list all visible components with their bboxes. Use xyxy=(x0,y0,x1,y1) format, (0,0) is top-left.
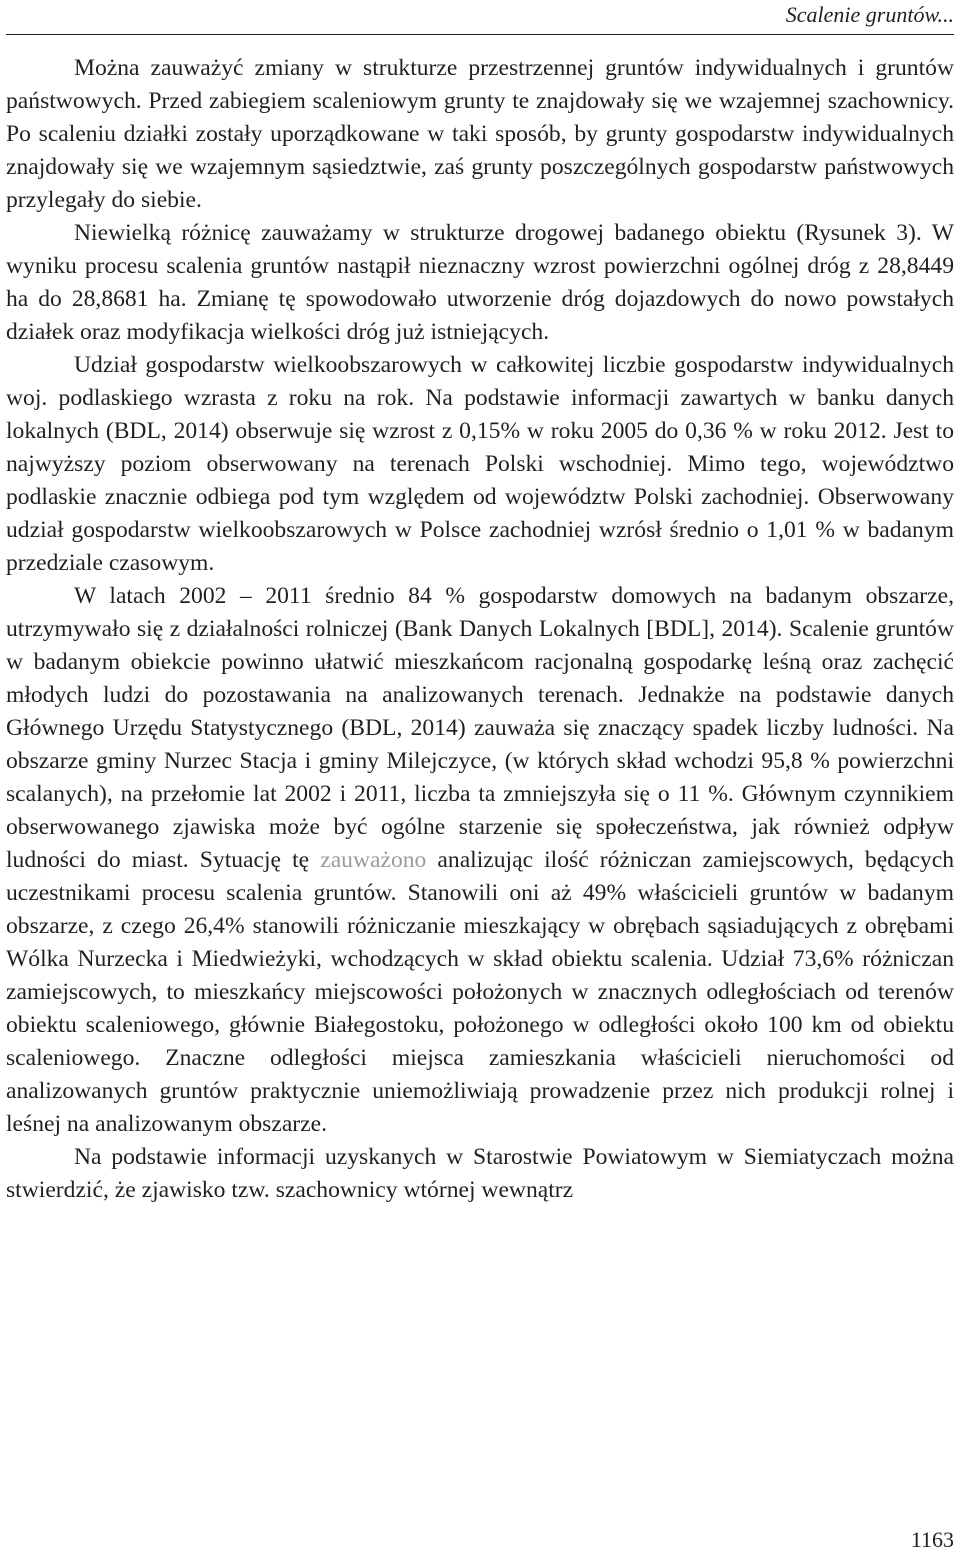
header-rule xyxy=(6,34,954,35)
paragraph-4-text-after: analizując ilość różniczan zamiejscowych, będących uczestnikami procesu scalenia gruntów. Stanowili oni aż 49% właścicieli gruntów w badanym obszarze, z czego 26,4% stanowili różniczanie mieszkający w obrębach sąsiadujących z obrębami Wólka Nurzecka i Miedwieżyki, wchodzących w skład obiektu scalenia. Udział 73,6% różniczan zamiejscowych, to mieszkańcy miejscowości położonych w znacznych odległościach od terenów obiektu scaleniowego, głównie Białegostoku, położonego w odległości około 100 km od obiektu scaleniowego. Znaczne odległości miejsca zamieszkania właścicieli nieruchomości od analizowanych gruntów praktycznie uniemożliwiają prowadzenie przez nich produkcji rolnej i leśnej na analizowanym obszarze. xyxy=(6,847,954,1137)
paragraph-3: Udział gospodarstw wielkoobszarowych w całkowitej liczbie gospodarstw indywidualnych woj. podlaskiego wzrasta z roku na rok. Na podstawie informacji zawartych w banku danych lokalnych (BDL, 2014) obserwuje się wzrost z 0,15% w roku 2005 do 0,36 % w roku 2012. Jest to najwyższy poziom obserwowany na terenach Polski wschodniej. Mimo tego, województwo podlaskie znacznie odbiega pod tym względem od województw Polski zachodniej. Obserwowany udział gospodarstw wielkoobszarowych w Polsce zachodniej wzrósł średnio o 1,01 % w badanym przedziale czasowym. xyxy=(6,352,954,576)
paragraph-4 xyxy=(6,580,954,1141)
page-number: 1163 xyxy=(910,1527,954,1552)
article-body xyxy=(6,52,954,1207)
paragraph-5: Na podstawie informacji uzyskanych w Starostwie Powiatowym w Siemiatyczach można stwierdzić, że zjawisko tzw. szachownicy wtórnej wewnątrz xyxy=(6,1144,954,1203)
paragraph-1: Można zauważyć zmiany w strukturze przestrzennej gruntów indywidualnych i gruntów państwowych. Przed zabiegiem scaleniowym grunty te znajdowały się we wzajemnej szachownicy. Po scaleniu działki zostały uporządkowane w taki sposób, by grunty gospodarstw indywidualnych znajdowały się we wzajemnym sąsiedztwie, zaś grunty poszczególnych gospodarstw państwowych przylegały do siebie. xyxy=(6,55,954,213)
paragraph-4-text-before: W latach 2002 – 2011 średnio 84 % gospodarstw domowych na badanym obszarze, utrzymywało się z działalności rolniczej (Bank Danych Lokalnych [BDL], 2014). Scalenie gruntów w badanym obiekcie powinno ułatwić mieszkańcom racjonalną gospodarkę leśną oraz zachęcić młodych ludzi do pozostawania na analizowanych terenach. Jednakże na podstawie danych Głównego Urzędu Statystycznego (BDL, 2014) zauważa się znaczący spadek liczby ludności. Na obszarze gminy Nurzec Stacja i gminy Milejczyce, (w których skład wchodzi 95,8 % powierzchni scalanych), na przełomie lat 2002 i 2011, liczba ta zmniejszyła się o 11 %. Głównym czynnikiem obserwowanego zjawiska może być ogólne starzenie się społeczeństwa, jak również odpływ ludności do miast. Sytuację tę xyxy=(6,583,954,873)
paragraph-2: Niewielką różnicę zauważamy w strukturze drogowej badanego obiektu (Rysunek 3). W wyniku procesu scalenia gruntów nastąpił nieznaczny wzrost powierzchni ogólnej dróg z 28,8449 ha do 28,8681 ha. Zmianę tę spowodowało utworzenie dróg dojazdowych do nowo powstałych działek oraz modyfikacja wielkości dróg już istniejących. xyxy=(6,220,954,345)
running-head-title: Scalenie gruntów... xyxy=(785,2,954,27)
highlighted-word: zauważono xyxy=(320,847,427,873)
